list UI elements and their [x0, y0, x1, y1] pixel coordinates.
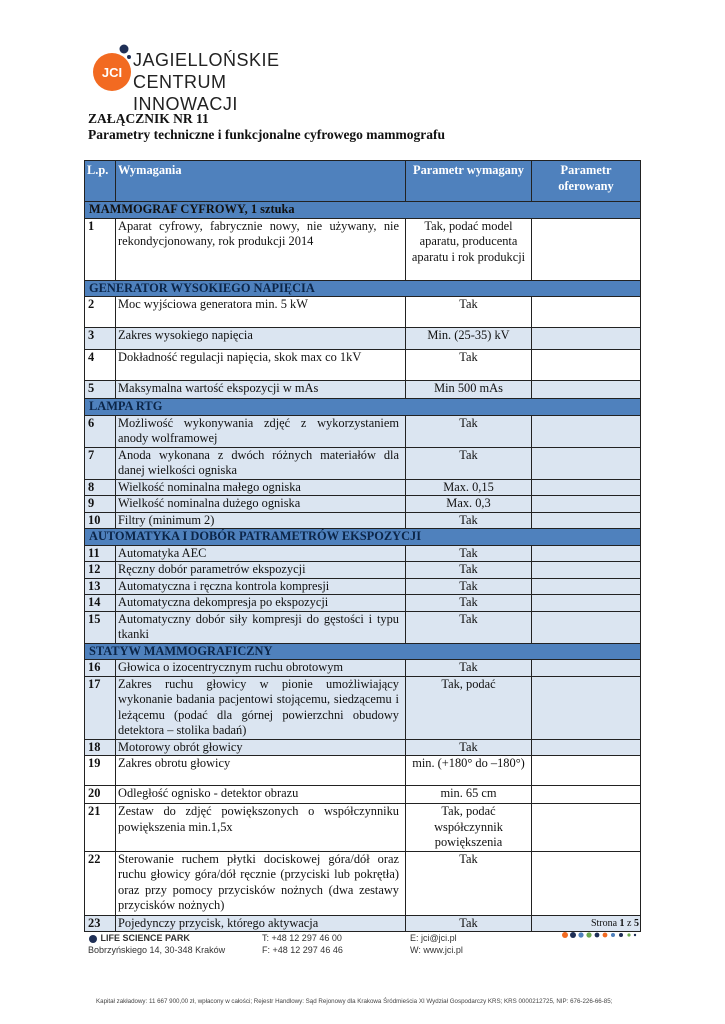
table-row — [85, 562, 641, 579]
footer-contact — [410, 932, 463, 956]
requirement-text: Automatyczna dekompresja po ekspozycji — [116, 595, 406, 612]
row-number: 15 — [85, 611, 116, 643]
jci-logo-mark-icon — [88, 42, 132, 94]
offered-parameter-cell[interactable] — [532, 756, 641, 786]
page-number — [591, 918, 639, 929]
required-parameter: Tak — [406, 512, 532, 529]
page-total: 5 — [634, 918, 639, 929]
offered-parameter-cell[interactable] — [532, 350, 641, 381]
required-parameter: Tak — [406, 611, 532, 643]
offered-parameter-cell[interactable] — [532, 676, 641, 739]
required-parameter: Tak — [406, 851, 532, 915]
offered-parameter-cell[interactable] — [532, 578, 641, 595]
offered-parameter-cell[interactable] — [532, 496, 641, 513]
header-lp: L.p. — [85, 161, 116, 202]
section-row — [85, 643, 641, 660]
requirement-text: Filtry (minimum 2) — [116, 512, 406, 529]
requirement-text: Maksymalna wartość ekspozycji w mAs — [116, 381, 406, 399]
row-number: 8 — [85, 479, 116, 496]
footer-email[interactable]: jci@jci.pl — [421, 933, 457, 943]
offered-parameter-cell[interactable] — [532, 415, 641, 447]
row-number: 9 — [85, 496, 116, 513]
table-row — [85, 496, 641, 513]
row-number: 21 — [85, 804, 116, 852]
document-title: ZAŁĄCZNIK NR 11 — [88, 111, 209, 126]
required-parameter: Tak, podać współczynnik powiększenia — [406, 804, 532, 852]
row-number: 5 — [85, 381, 116, 399]
header-requirements: Wymagania — [116, 161, 406, 202]
requirements-table — [84, 160, 641, 932]
requirement-text: Zakres wysokiego napięcia — [116, 328, 406, 350]
row-number: 23 — [85, 915, 116, 932]
offered-parameter-cell[interactable] — [532, 660, 641, 677]
www-prefix: W: — [410, 945, 421, 955]
requirement-text: Zestaw do zdjęć powiększonych o współczynniku powiększenia min.1,5x — [116, 804, 406, 852]
row-number: 11 — [85, 545, 116, 562]
life-science-park-icon — [88, 934, 98, 944]
table-row — [85, 739, 641, 756]
requirement-text: Wielkość nominalna dużego ogniska — [116, 496, 406, 513]
row-number: 17 — [85, 676, 116, 739]
footer-fax: +48 12 297 46 46 — [272, 945, 343, 955]
requirement-text: Moc wyjściowa generatora min. 5 kW — [116, 297, 406, 328]
offered-parameter-cell[interactable] — [532, 381, 641, 399]
requirement-text: Wielkość nominalna małego ogniska — [116, 479, 406, 496]
section-row — [85, 399, 641, 416]
tel-prefix: T: — [262, 933, 270, 943]
row-number: 6 — [85, 415, 116, 447]
section-title: GENERATOR WYSOKIEGO NAPIĘCIA — [85, 280, 641, 297]
requirement-text: Możliwość wykonywania zdjęć z wykorzystaniem anody wolframowej — [116, 415, 406, 447]
footer-park: LIFE SCIENCE PARK — [100, 933, 190, 943]
section-title: LAMPA RTG — [85, 399, 641, 416]
section-row — [85, 529, 641, 546]
table-row — [85, 756, 641, 786]
row-number: 13 — [85, 578, 116, 595]
section-row — [85, 280, 641, 297]
requirement-text: Automatyka AEC — [116, 545, 406, 562]
footer-phones — [262, 932, 343, 956]
offered-parameter-cell[interactable] — [532, 297, 641, 328]
section-title: STATYW MAMMOGRAFICZNY — [85, 643, 641, 660]
required-parameter: Tak — [406, 297, 532, 328]
row-number: 7 — [85, 447, 116, 479]
row-number: 10 — [85, 512, 116, 529]
offered-parameter-cell[interactable] — [532, 739, 641, 756]
required-parameter: Max. 0,3 — [406, 496, 532, 513]
requirement-text: Zakres obrotu głowicy — [116, 756, 406, 786]
offered-parameter-cell[interactable] — [532, 479, 641, 496]
required-parameter: min. 65 cm — [406, 786, 532, 804]
row-number: 22 — [85, 851, 116, 915]
table-row — [85, 479, 641, 496]
table-row — [85, 804, 641, 852]
offered-parameter-cell[interactable] — [532, 447, 641, 479]
table-row — [85, 595, 641, 612]
header-offered-parameter: Parametr oferowany — [532, 161, 641, 202]
required-parameter: Tak — [406, 660, 532, 677]
offered-parameter-cell[interactable] — [532, 512, 641, 529]
offered-parameter-cell[interactable] — [532, 611, 641, 643]
requirement-text: Motorowy obrót głowicy — [116, 739, 406, 756]
page-label: Strona — [590, 918, 618, 929]
footer-tel: +48 12 297 46 00 — [271, 933, 342, 943]
row-number: 18 — [85, 739, 116, 756]
document-subtitle: Parametry techniczne i funkcjonalne cyfrowego mammografu — [88, 127, 446, 142]
table-row — [85, 297, 641, 328]
offered-parameter-cell[interactable] — [532, 218, 641, 280]
table-row — [85, 512, 641, 529]
required-parameter: Min 500 mAs — [406, 381, 532, 399]
required-parameter: Tak — [406, 447, 532, 479]
requirement-text: Anoda wykonana z dwóch różnych materiałów dla danej wielkości ogniska — [116, 447, 406, 479]
table-row — [85, 218, 641, 280]
table-row — [85, 545, 641, 562]
logo-initials: JCI — [101, 65, 123, 80]
page-current: 1 — [619, 918, 625, 929]
required-parameter: Tak — [406, 578, 532, 595]
row-number: 12 — [85, 562, 116, 579]
required-parameter: min. (+180° do –180°) — [406, 756, 532, 786]
jci-logo — [88, 42, 288, 114]
document-heading — [88, 111, 445, 143]
table-row — [85, 381, 641, 399]
requirement-text: Odległość ognisko - detektor obrazu — [116, 786, 406, 804]
required-parameter: Tak — [406, 545, 532, 562]
table-row — [85, 350, 641, 381]
row-number: 20 — [85, 786, 116, 804]
logo-text: JAGIELLOŃSKIE CENTRUM INNOWACJI — [133, 50, 280, 114]
offered-parameter-cell[interactable] — [532, 562, 641, 579]
table-row — [85, 611, 641, 643]
section-title: AUTOMATYKA I DOBÓR PATRAMETRÓW EKSPOZYCJI — [85, 529, 641, 546]
row-number: 4 — [85, 350, 116, 381]
requirement-text: Aparat cyfrowy, fabrycznie nowy, nie używany, nie rekondycjonowany, rok produkcji 2014 — [116, 218, 406, 280]
row-number: 2 — [85, 297, 116, 328]
table-row — [85, 915, 641, 932]
offered-parameter-cell[interactable] — [532, 851, 641, 915]
required-parameter: Tak — [406, 415, 532, 447]
requirement-text: Sterowanie ruchem płytki dociskowej góra/dół oraz ruchu głowicy góra/dół ręcznie (przyciski lub pokrętła) oraz przy pomocy przycisków nożnych (dwa zestawy przycisków nożnych) — [116, 851, 406, 915]
requirement-text: Zakres ruchu głowicy w pionie umożliwiający wykonanie badania pacjentowi stojącemu, siedzącemu i leżącemu (podać dla górnej powierzchni obudowy detektora – stolika badań) — [116, 676, 406, 739]
requirement-text: Głowica o izocentrycznym ruchu obrotowym — [116, 660, 406, 677]
table-row — [85, 328, 641, 350]
fax-prefix: F: — [262, 945, 270, 955]
footer-address — [88, 932, 225, 956]
requirement-text: Ręczny dobór parametrów ekspozycji — [116, 562, 406, 579]
requirement-text: Pojedynczy przycisk, którego aktywacja — [116, 915, 406, 932]
table-row — [85, 660, 641, 677]
offered-parameter-cell[interactable] — [532, 786, 641, 804]
row-number: 3 — [85, 328, 116, 350]
table-row — [85, 676, 641, 739]
requirement-text: Automatyczny dobór siły kompresji do gęstości i typu tkanki — [116, 611, 406, 643]
table-row — [85, 415, 641, 447]
header-required-parameter: Parametr wymagany — [406, 161, 532, 202]
table-row — [85, 578, 641, 595]
required-parameter: Tak — [406, 915, 532, 932]
required-parameter: Tak — [406, 595, 532, 612]
required-parameter: Tak, podać — [406, 676, 532, 739]
row-number: 14 — [85, 595, 116, 612]
offered-parameter-cell[interactable] — [532, 804, 641, 852]
row-number: 1 — [85, 218, 116, 280]
footer-street: Bobrzyńskiego 14, 30-348 Kraków — [88, 945, 226, 955]
required-parameter: Max. 0,15 — [406, 479, 532, 496]
requirement-text: Dokładność regulacji napięcia, skok max co 1kV — [116, 350, 406, 381]
email-prefix: E: — [410, 933, 419, 943]
offered-parameter-cell[interactable] — [532, 328, 641, 350]
required-parameter: Tak, podać model aparatu, producenta aparatu i rok produkcji — [406, 218, 532, 280]
footer-www[interactable]: www.jci.pl — [423, 945, 463, 955]
table-row — [85, 851, 641, 915]
offered-parameter-cell[interactable] — [532, 545, 641, 562]
footer-legal: Kapitał zakładowy: 11 667 900,00 zł, wpłacony w całości; Rejestr Handlowy: Sąd Rejonowy dla Krakowa Śródmieścia XI Wydział Gospodarczy KRS; KRS 0000212725, NIP: 676-226-66-85; — [96, 998, 613, 1005]
section-row — [85, 202, 641, 219]
table-row — [85, 447, 641, 479]
required-parameter: Tak — [406, 739, 532, 756]
offered-parameter-cell[interactable] — [532, 595, 641, 612]
table-row — [85, 786, 641, 804]
page-of: z — [627, 918, 632, 929]
section-title: MAMMOGRAF CYFROWY, 1 sztuka — [85, 202, 641, 219]
decorative-dots-icon — [559, 930, 639, 940]
row-number: 19 — [85, 756, 116, 786]
required-parameter: Tak — [406, 562, 532, 579]
table-header-row — [85, 161, 641, 202]
row-number: 16 — [85, 660, 116, 677]
required-parameter: Min. (25-35) kV — [406, 328, 532, 350]
requirement-text: Automatyczna i ręczna kontrola kompresji — [116, 578, 406, 595]
required-parameter: Tak — [406, 350, 532, 381]
